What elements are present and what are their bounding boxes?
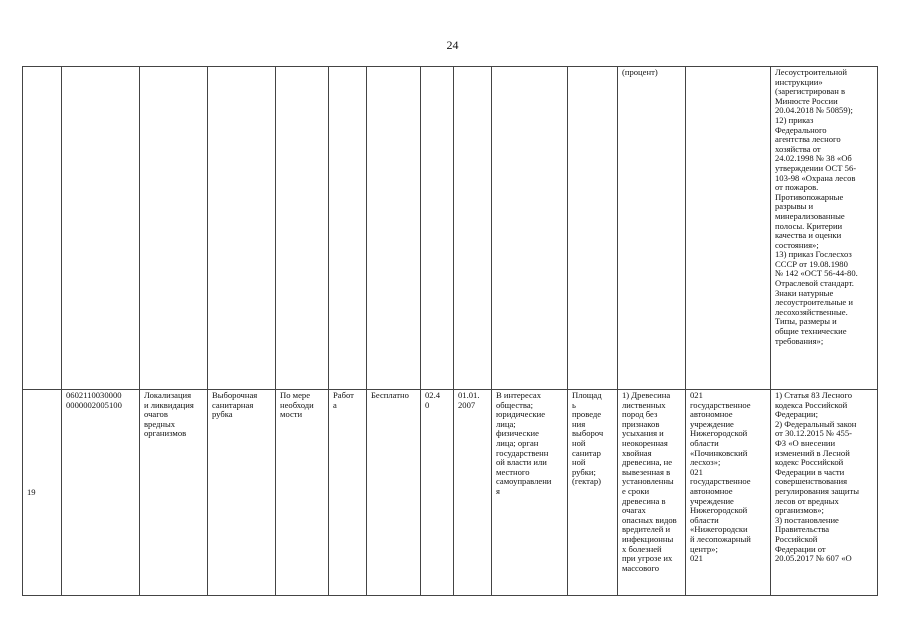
cell-text-line: 13) приказ Гослесхоз (775, 249, 852, 260)
table-row (23, 390, 878, 596)
cell-text-line: при угрозе их (622, 553, 673, 564)
cell-text-line: кодекс Российской (775, 457, 844, 468)
cell-text-line: 01.01. (458, 390, 480, 400)
cell-text-line: Локализация (144, 390, 192, 400)
cell-code (62, 390, 140, 596)
cell-text-line: области (690, 437, 719, 448)
cell-text-line: инструкции» (775, 76, 823, 87)
row-number: 19 (27, 486, 36, 497)
cell-text-line: 021 (690, 390, 703, 400)
cell-text-line: от пожаров. (775, 182, 819, 193)
cell-text-line: местного (496, 466, 530, 477)
cell-text-line: и ликвидация (144, 399, 194, 410)
cell-date (454, 390, 492, 596)
cell-text-line: утверждении ОСТ 56- (775, 162, 857, 173)
cell-code (62, 67, 140, 390)
cell-text-line: санитарная (212, 399, 254, 410)
cell-num (23, 390, 62, 596)
cell-text-line: «Нижегородски (690, 524, 748, 535)
cell-text-line: очагах (622, 505, 646, 516)
cell-text-line: 0 (425, 399, 430, 410)
table-row (23, 67, 878, 390)
cell-text-line: инфекционны (622, 533, 674, 544)
cell-text-line: лица; орган (496, 437, 539, 448)
cell-date (454, 67, 492, 390)
cell-text-line: изменений в Лесной (775, 447, 850, 458)
cell-text-line: х болезней (622, 543, 662, 554)
cell-kind (329, 390, 367, 596)
cell-text-line: очагов (144, 409, 168, 420)
cell-text-line: юридические (496, 409, 546, 420)
cell-name (140, 67, 208, 390)
cell-text-line: лесхоз»; (690, 457, 721, 468)
cell-text-line: совершенствования (775, 476, 848, 487)
cell-text-line: Минюсте России (775, 95, 838, 106)
cell-text-line: самоуправлени (496, 476, 552, 487)
cell-text-line: кодекса Российской (775, 399, 848, 410)
cell-text-line: № 142 «ОСТ 56-44-80. (775, 268, 858, 279)
cell-text-line: Федерации; (775, 409, 818, 420)
cell-indicator (568, 67, 618, 390)
cell-text-line: регулирования защиты (775, 485, 860, 496)
cell-text-line: вредных (144, 418, 176, 429)
cell-text-line: от 30.12.2015 № 455- (775, 428, 853, 439)
cell-text-line: я (496, 485, 500, 496)
cell-text-line: ой власти или (496, 457, 547, 468)
cell-text-line: хозяйства от (775, 143, 821, 154)
cell-text-line: й лесопожарный (690, 533, 751, 544)
cell-frequency (276, 390, 329, 596)
cell-text-line: физические (496, 428, 539, 439)
cell-text-line: Российской (775, 533, 818, 544)
cell-text-line: государственн (496, 447, 549, 458)
cell-num (23, 67, 62, 390)
cell-institutions (686, 67, 771, 390)
cell-text-line: 2007 (458, 399, 476, 410)
cell-text-line: Нижегородской (690, 505, 748, 516)
cell-text-line: лиственных (622, 399, 666, 410)
cell-text-line: 0000002005100 (66, 399, 122, 410)
cell-text-line: вывезенная в (622, 466, 671, 477)
cell-text-line: 1) Древесина (622, 390, 671, 400)
cell-text-line: проведе (572, 409, 602, 420)
cell-text-line: 103-98 «Охрана лесов (775, 172, 856, 183)
cell-text-line: полосы. Критерии (775, 220, 843, 231)
cell-text-line: требования»; (775, 335, 824, 346)
cell-text-line: выбороч (572, 428, 604, 439)
cell-text-line: учреждение (690, 495, 734, 506)
cell-type (208, 67, 276, 390)
cell-payment (367, 390, 421, 596)
cell-text-line: Лесоустроительной (775, 67, 848, 77)
cell-name (140, 390, 208, 596)
cell-frequency (276, 67, 329, 390)
cell-text-line: е сроки (622, 485, 650, 496)
cell-text-line: Нижегородской (690, 428, 748, 439)
cell-text-line: По мере (280, 390, 311, 400)
cell-text-line: государственное (690, 476, 751, 487)
cell-text-line: рубки; (572, 466, 596, 477)
cell-text-line: 02.4 (425, 390, 441, 400)
cell-text-line: Выборочная (212, 390, 258, 400)
cell-text-line: необходи (280, 399, 314, 410)
registry-table (22, 66, 878, 596)
page-number: 24 (446, 38, 459, 52)
cell-text-line: государственное (690, 399, 751, 410)
cell-text-line: Работ (333, 390, 354, 400)
cell-text-line: (процент) (622, 67, 658, 77)
cell-text-line: В интересах (496, 390, 542, 400)
cell-text-line: ФЗ «О внесении (775, 437, 836, 448)
cell-text-line: общества; (496, 399, 534, 410)
cell-text-line: качества и оценки (775, 230, 842, 241)
cell-text-line: вредителей и (622, 524, 671, 535)
cell-text-line: области (690, 514, 719, 525)
cell-text-line: организмов (144, 428, 187, 439)
cell-indicator (568, 390, 618, 596)
cell-text-line: Типы, размеры и (775, 316, 837, 327)
cell-text-line: 021 (690, 466, 703, 477)
cell-text-line: Отраслевой стандарт. (775, 278, 854, 289)
cell-text-line: Противопожарные (775, 191, 844, 202)
cell-text-line: ь (572, 399, 576, 410)
cell-text-line: лесов от вредных (775, 495, 839, 506)
cell-text-line: общие технические (775, 326, 847, 337)
cell-text-line: хвойная (622, 447, 652, 458)
cell-kind (329, 67, 367, 390)
cell-text-line: лесохозяйственные. (775, 306, 848, 317)
cell-text-line: неокоренная (622, 437, 668, 448)
cell-text-line: состояния»; (775, 239, 819, 250)
cell-text-line: мости (280, 409, 303, 420)
cell-text-line: санитар (572, 447, 601, 458)
cell-consumers (492, 67, 568, 390)
cell-consumers (492, 390, 568, 596)
cell-text-line: признаков (622, 418, 660, 429)
cell-text-line: массового (622, 562, 660, 573)
cell-text-line: рубка (212, 409, 233, 420)
cell-quality (618, 390, 686, 596)
cell-text-line: ния (572, 418, 586, 429)
cell-text-line: 20.04.2018 № 50859); (775, 105, 853, 116)
cell-text-line: 24.02.1998 № 38 «Об (775, 153, 852, 164)
cell-text-line: ной (572, 457, 586, 468)
cell-okved (421, 67, 454, 390)
cell-text-line: лица; (496, 418, 516, 429)
cell-text-line: центр»; (690, 543, 718, 554)
cell-payment (367, 67, 421, 390)
cell-text-line: Федерации от (775, 543, 826, 554)
cell-text-line: древесина в (622, 495, 666, 506)
cell-text-line: ной (572, 437, 586, 448)
cell-text-line: Федерации в части (775, 466, 845, 477)
cell-text-line: древесина, не (622, 457, 673, 468)
cell-text-line: 3) постановление (775, 514, 839, 525)
cell-text-line: минерализованные (775, 210, 845, 221)
cell-text-line: 20.05.2017 № 607 «О (775, 553, 852, 564)
cell-institutions (686, 390, 771, 596)
cell-text-line: агентства лесного (775, 134, 841, 145)
cell-text-line: установленны (622, 476, 674, 487)
cell-legal (771, 390, 878, 596)
cell-type (208, 390, 276, 596)
cell-text-line: лесоустроительные и (775, 297, 853, 308)
cell-text-line: автономное (690, 409, 733, 420)
cell-text-line: 1) Статья 83 Лесного (775, 390, 853, 400)
cell-text-line: (зарегистрирован в (775, 86, 846, 97)
cell-text-line: 2) Федеральный закон (775, 418, 857, 429)
cell-text-line: учреждение (690, 418, 734, 429)
cell-text-line: разрывы и (775, 201, 814, 212)
cell-text-line: опасных видов (622, 514, 677, 525)
cell-text-line: 12) приказ (775, 114, 814, 125)
cell-text-line: «Починковский (690, 447, 748, 458)
cell-quality (618, 67, 686, 390)
cell-text-line: автономное (690, 485, 733, 496)
cell-text-line: организмов»; (775, 505, 824, 516)
cell-text-line: Правительства (775, 524, 830, 535)
cell-text-line: 0602110030000 (66, 390, 122, 400)
cell-text-line: Бесплатно (371, 390, 409, 400)
cell-text-line: пород без (622, 409, 658, 420)
cell-text-line: а (333, 399, 337, 410)
cell-text-line: (гектар) (572, 476, 601, 487)
cell-text-line: СССР от 19.08.1980 (775, 258, 848, 269)
cell-legal (771, 67, 878, 390)
cell-text-line: Федерального (775, 124, 827, 135)
cell-text-line: Знаки натурные (775, 287, 834, 298)
cell-okved (421, 390, 454, 596)
cell-text-line: Площад (572, 390, 602, 400)
cell-text-line: 021 (690, 553, 703, 564)
cell-text-line: усыхания и (622, 428, 664, 439)
